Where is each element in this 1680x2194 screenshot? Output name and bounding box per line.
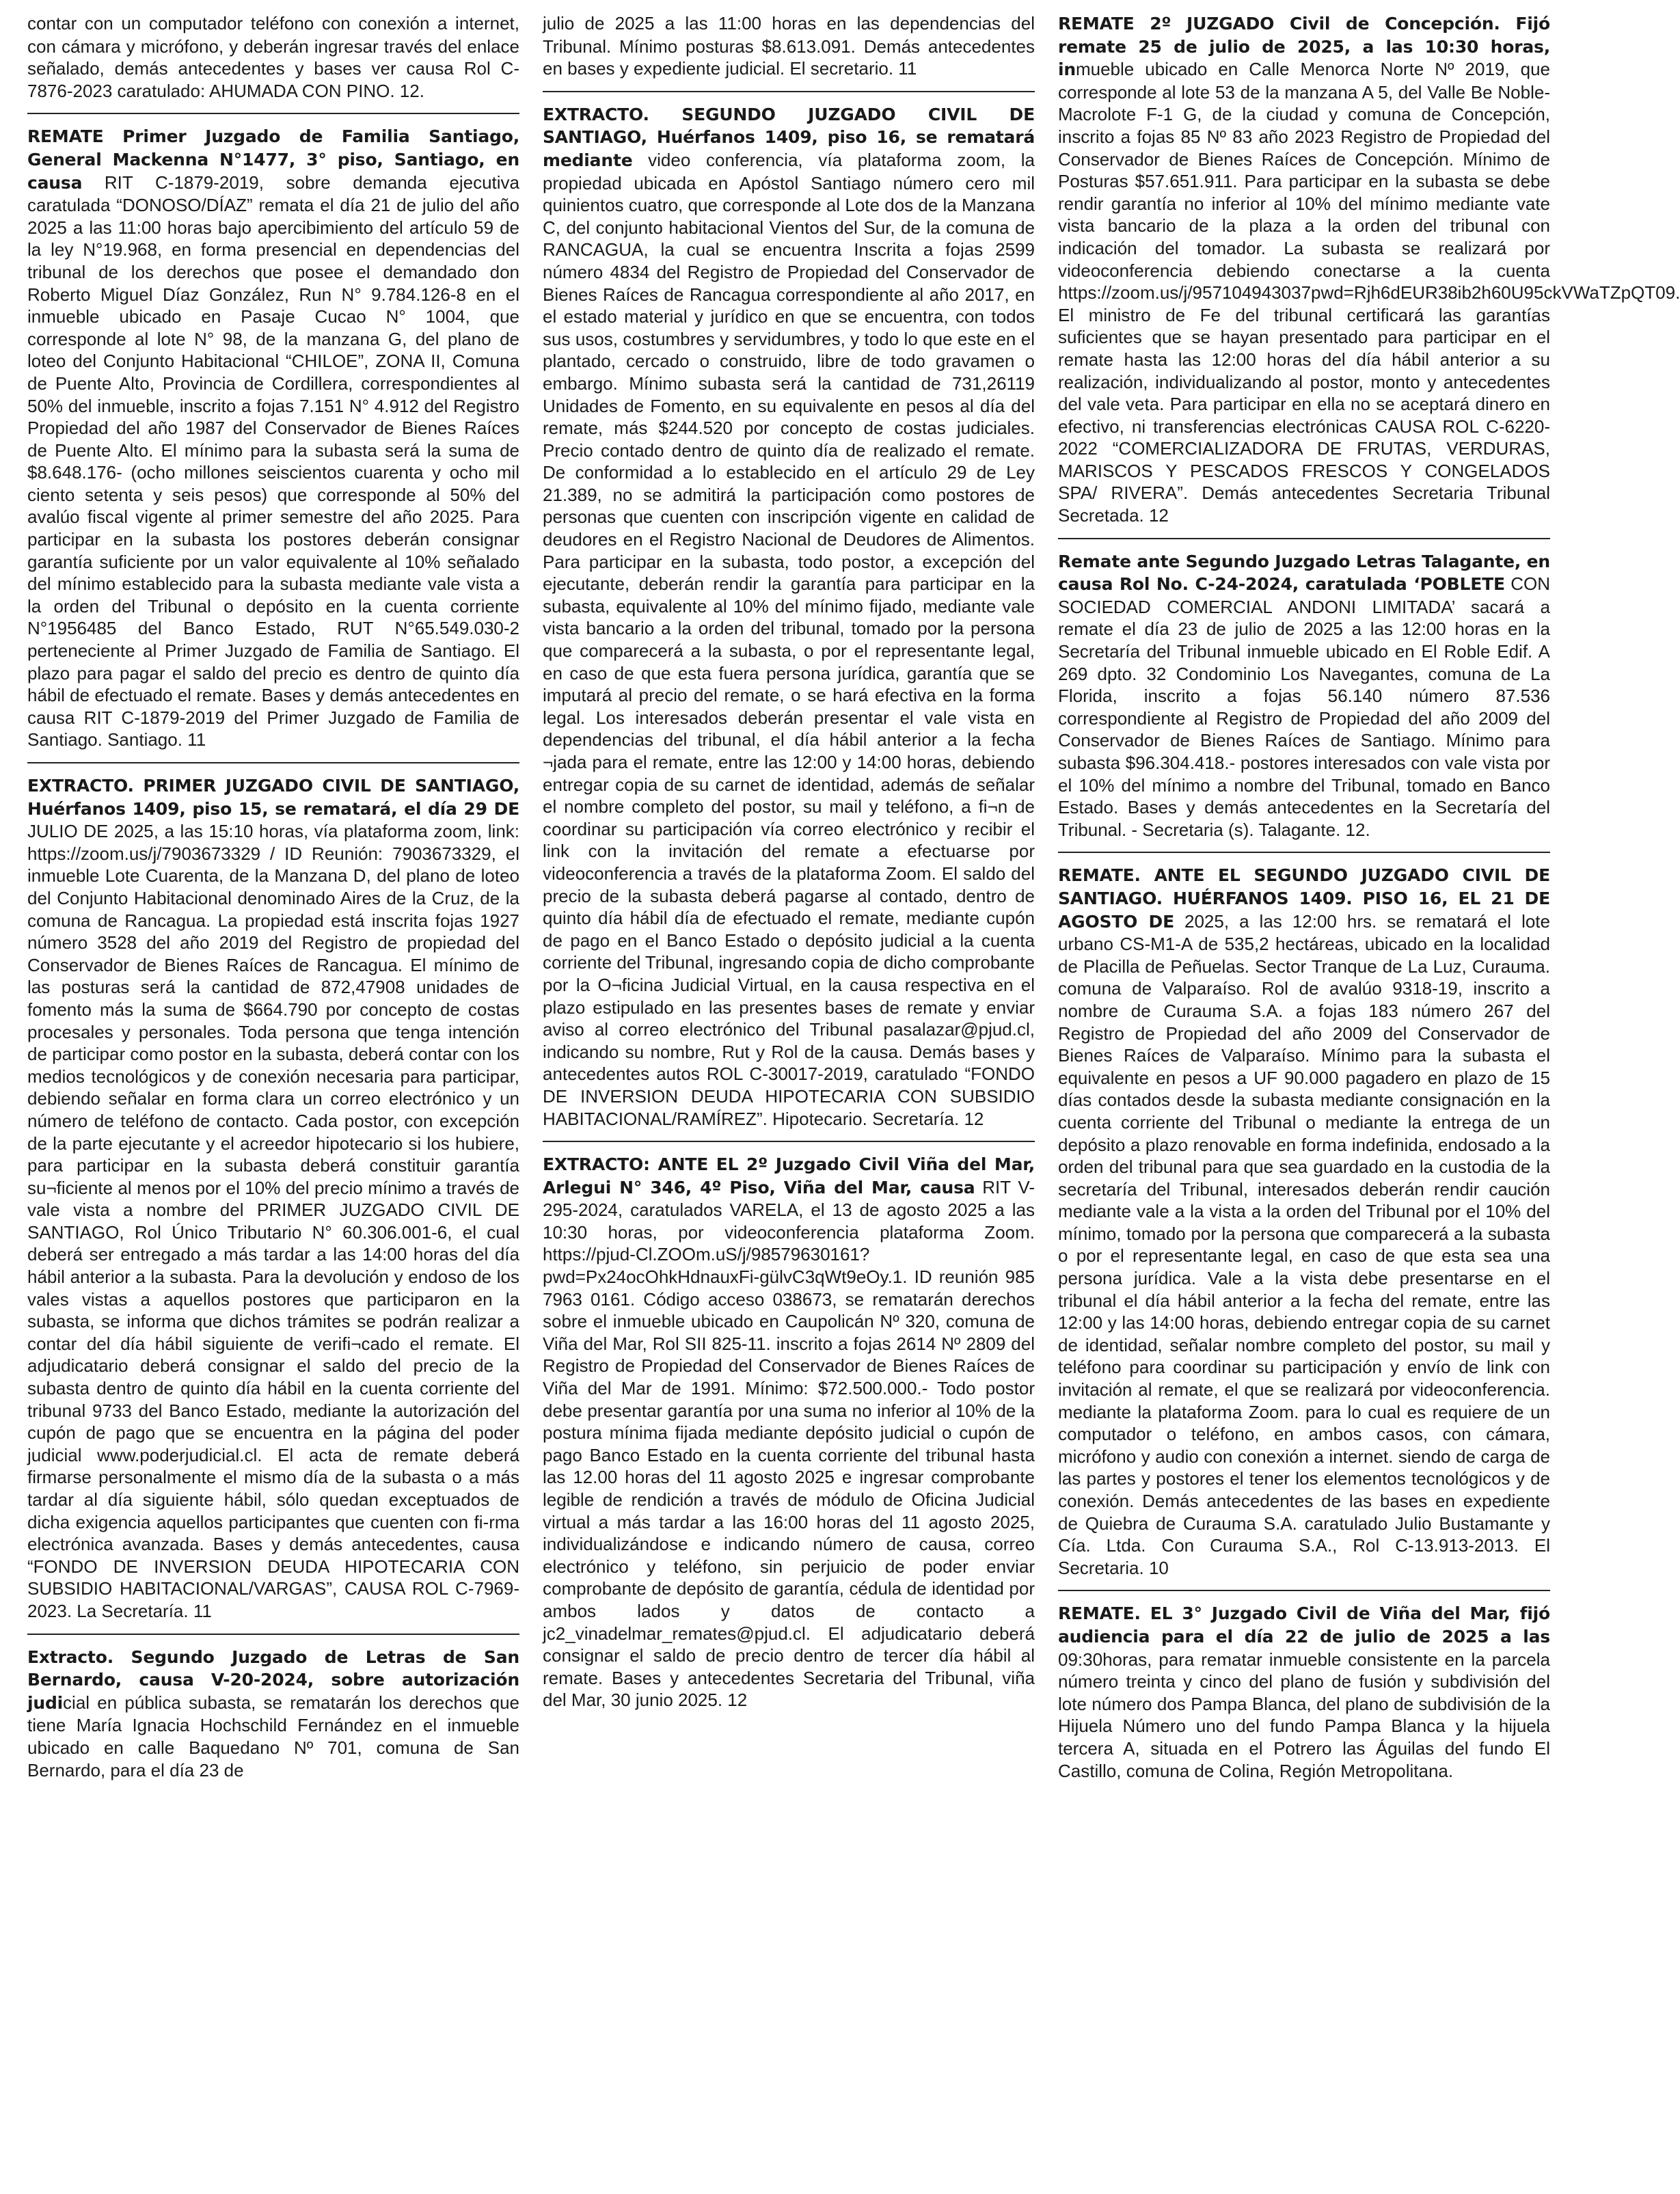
- notice-text: [543, 12, 1035, 80]
- notice-body: 2025, a las 12:00 hrs. se rematará el lote urbano CS-M1-A de 535,2 hectáreas, ubicado en la localidad de Placilla de Peñuelas. Sector Tranque de La Luz, Curauma. comuna de Valparaíso. Rol de avalúo 9318-19, inscrito a nombre de Curauma S.A. a fojas 183 número 267 del Registro de Propiedad del año 2009 del Conservador de Bienes Raíces de Valparaíso. Mínimo para la subasta el equivalente en pesos a UF 90.000 pagadero en plazo de 15 días contados desde la subasta mediante consignación en la cuenta corriente del Tribunal o mediante la entrega de un depósito a plazo renovable en forma indefinida, endosado a la orden del tribunal para que sea guardado en la custodia de la secretaría del Tribunal, interesados deberán rendir caución mediante vale a la vista a la orden del Tribunal por el 10% del mínimo, tomado por la persona que comparecerá a la subasta o por el representante legal, en caso de que esta sea una persona jurídica. Vale a la vista debe presentarse en el tribunal el día hábil anterior a la fecha del remate, entre las 12:00 y las 14:00 horas, debiendo entregar copia de su carnet de identidad, señalar nombre completo del postor, su mail y teléfono para coordinar su participación y envío de link con invitación al remate, el que se realizará por videoconferencia. mediante la plataforma Zoom. para lo cual es requiere de un computador o teléfono, en ambos casos, con cámara, micrófono y audio con conexión a internet. siendo de carga de las partes y postores el tener los elementos tecnológicos y de conexión. Demás antecedentes de las bases en expediente de Quiebra de Curauma S.A. caratulado Julio Bustamante y Cía. Ltda. Con Curauma S.A., Rol C-13.913-2013. El Secretaria. 10: [1058, 910, 1550, 1578]
- notice: [27, 12, 519, 114]
- notice-body: RIT V-295-2024, caratulados VARELA, el 13 de agosto 2025 a las 10:30 horas, por videoconferencia plataforma Zoom. https://pjud-Cl.ZOOm.uS/j/98579630161?pwd=Px24ocOhkHdnauxFi-gülvC3qWt9eOy.1. ID reunión 985 7963 0161. Código acceso 038673, se rematarán derechos sobre el inmueble ubicado en Caupolicán Nº 320, comuna de Viña del Mar, Rol SII 825-11. inscrito a fojas 2614 Nº 2809 del Registro de Propiedad del Conservador de Bienes Raíces de Viña del Mar de 1991. Mínimo: $72.500.000.- Todo postor debe presentar garantía por una suma no inferior al 10% de la postura mínima fijada mediante depósito judicial o cupón de pago Banco Estado en la cuenta corriente del tribunal hasta las 12.00 horas del 11 agosto 2025 e ingresar comprobante legible de rendición a través de módulo de Oficina Judicial virtual a más tardar a las 16:00 horas del 11 agosto 2025, individualizándose e indicando número de causa, correo electrónico y teléfono, sin perjuicio de poder enviar comprobante de depósito de garantía, cédula de identidad por ambos lados y datos de contacto a jc2_vinadelmar_remates@pjud.cl. El adjudicatario deberá consignar el saldo de precio dentro de tercer día hábil al remate. Bases y antecedentes Secretaria del Tribunal, viña del Mar, 30 junio 2025. 12: [543, 1176, 1035, 1711]
- notice-body: CON SOCIEDAD COMERCIAL ANDONI LIMITADA’ sacará a remate el día 23 de julio de 2025 a las 12:00 horas en la Secretaría del Tribunal inmueble ubicado en El Roble Edif. A 269 dpto. 32 Condominio Los Navegantes, comuna de La Florida, inscrito a fojas 56.140 número 87.536 correspondiente al Registro de Propiedad del año 2009 del Conservador de Bienes Raíces de Santiago. Mínimo para subasta $96.304.418.- postores interesados con vale vista por el 10% del mínimo a nombre del Tribunal, tomado en Banco Estado. Bases y demás antecedentes en la Secretaría del Tribunal. - Secretaria (s). Talagante. 12.: [1058, 573, 1550, 840]
- notice: [1058, 864, 1550, 1591]
- notice-text: [543, 103, 1035, 1130]
- notice: [543, 1153, 1035, 1722]
- notice-body: JULIO DE 2025, a las 15:10 horas, vía plataforma zoom, link: https://zoom.us/j/7903673329 / ID Reunión: 7903673329, el inmueble Lote Cuarenta, de la Manzana D, del plano de loteo del Conjunto Habitacional denominado Aires de la Cruz, de la comuna de Rancagua. La propiedad está inscrita fojas 1927 número 3528 del año 2019 del Registro de propiedad del Conservador de Bienes Raíces de Rancagua. El mínimo de las posturas será la cantidad de 872,47908 unidades de fomento más la suma de $664.790 por concepto de costas procesales y personales. Toda persona que tenga intención de participar como postor en la subasta, deberá contar con los medios tecnológicos y de conexión necesaria para participar, debiendo señalar en forma clara un correo electrónico y un número de teléfono de contacto. Cada postor, con excepción de la parte ejecutante y el acreedor hipotecario si los hubiere, para participar en la subasta deberá constituir garantía su¬ficiente al menos por el 10% del precio mínimo a través de vale vista a nombre del PRIMER JUZGADO CIVIL DE SANTIAGO, Rol Único Tributario N° 60.306.001-6, el cual deberá ser entregado a más tardar a las 14:00 horas del día hábil anterior a la subasta. Para la devolución y endoso de los vales vistas a aquellos postores que participaron en la subasta, se informa que dichos trámites se podrán realizar a contar del día hábil siguiente de verifi¬cado el remate. El adjudicatario deberá consignar el saldo del precio de la subasta dentro de quinto día hábil en la cuenta corriente del tribunal 9733 del Banco Estado, mediante la autorización del cupón de pago que se encuentra en la página del poder judicial www.poderjudicial.cl. El acta de remate deberá firmarse personalmente el mismo día de la subasta o a más tardar al día siguiente hábil, sólo quedan exceptuados de dicha exigencia aquellos participantes que cuenten con fi-rma electrónica avanzada. Bases y demás antecedentes, causa “FONDO DE INVERSION DEUDA HIPOTECARIA CON SUBSIDIO HABITACIONAL/VARGAS”, CAUSA ROL C-7969-2023. La Secretaría. 11: [27, 821, 519, 1621]
- notice-text: [27, 774, 519, 1623]
- notice: [1058, 550, 1550, 854]
- column-2: [543, 12, 1035, 2186]
- notice-heading: REMATE. EL 3° Juzgado Civil de Viña del Mar, fijó audiencia para el día 22 de julio de 2025 a las: [1058, 1603, 1550, 1647]
- notice: [27, 125, 519, 763]
- notice-text: [1058, 550, 1550, 841]
- notice: [543, 103, 1035, 1142]
- notice-heading: Extracto. Segundo Juzgado de Letras de San Bernardo, causa V-20-2024, sobre autorización judi: [27, 1647, 519, 1713]
- notice-heading: REMATE Primer Juzgado de Familia Santiago, General Mackenna N°1477, 3° piso, Santiago, en causa: [27, 126, 519, 193]
- notice-body: video conferencia, vía plataforma zoom, la propiedad ubicada en Apóstol Santiago número cero mil quinientos cuatro, que corresponde al Lote dos de la Manzana C, del conjunto habitacional Vientos del Sur, de la comuna de RANCAGUA, la cual se encuentra Inscrita a fojas 2599 número 4834 del Registro de Propiedad del Conservador de Bienes Raíces de Rancagua correspondiente al año 2017, en el estado material y jurídico en que se encuentra, con todos sus usos, costumbres y servidumbres, y todo lo que este en el plantado, cercado o construido, libre de todo gravamen o embargo. Mínimo subasta será la cantidad de 731,26119 Unidades de Fomento, en su equivalente en pesos al día del remate, más $244.520 por concepto de costas judiciales. Precio contado dentro de quinto día de realizado el remate. De conformidad a lo establecido en el artículo 29 de Ley 21.389, no se admitirá la participación como postores de personas que cuenten con inscripción vigente en calidad de deudores en el Registro Nacional de Deudores de Alimentos. Para participar en la subasta, todo postor, a excepción del ejecutante, deberán rendir la garantía para participar en la subasta, equivalente al 10% del mínimo fijado, mediante vale vista bancario a la orden del tribunal, tomado por la persona que comparecerá a la subasta, o por el representante legal, en caso de que esta fuera persona jurídica, garantía que se imputará al precio del remate, o se hará efectiva en la forma legal. Los interesados deberán presentar el vale vista en dependencias del tribunal, el día hábil anterior a la fecha ¬jada para el remate, entre las 12:00 y 14:00 horas, debiendo entregar copia de su carnet de identidad, además de señalar el nombre completo del postor, su mail y teléfono, a fi¬n de coordinar su participación vía correo electrónico y recibir el link con la invitación del remate a efectuarse por videoconferencia a través de la plataforma Zoom. El saldo del precio de la subasta deberá pagarse al contado, dentro de quinto día hábil día de efectuado el remate, mediante cupón de pago en el Banco Estado o depósito judicial a la cuenta corriente del Tribunal, ingresando copia de dicho comprobante por la O¬ficina Judicial Virtual, en la causa respectiva en el plazo estipulado en las presentes bases de remate y enviar aviso al correo electrónico del Tribunal pasalazar@pjud.cl, indicando su nombre, Rut y Rol de la causa. Demás bases y antecedentes autos ROL C-30017-2019, caratulado “FONDO DE INVERSION DEUDA HIPOTECARIA CON SUBSIDIO HABITACIONAL/RAMÍREZ”. Hipotecario. Secretaría. 12: [543, 149, 1035, 1129]
- column-1: [27, 12, 519, 2186]
- notice-body: 09:30horas, para rematar inmueble consistente en la parcela número treinta y cinco del plano de fusión y subdivisión del lote número dos Pampa Blanca, del plano de subdivisión de la Hijuela Número uno del fundo Pampa Blanca y la hijuela tercera A, situada en el Potrero las Águilas del fundo El Castillo, comuna de Colina, Región Metropolitana.: [1058, 1649, 1550, 1781]
- notice-heading: Remate ante Segundo Juzgado Letras Talagante, en causa Rol No. C-24-2024, caratulada ‘POBLETE: [1058, 551, 1551, 595]
- notice: [1058, 1602, 1550, 1793]
- notice-text: [1058, 1602, 1550, 1782]
- notice-text: [27, 1646, 519, 1782]
- notice: [27, 1646, 519, 1793]
- notice: [1058, 12, 1680, 539]
- notice-body: contar con un computador teléfono con conexión a internet, con cámara y micrófono, y deberán ingresar través del enlace señalado, demás antecedentes y bases ver causa Rol C-7876-2023 caratulado: AHUMADA CON PINO. 12.: [27, 13, 519, 101]
- notice: [543, 12, 1035, 92]
- notice-body: julio de 2025 a las 11:00 horas en las dependencias del Tribunal. Mínimo posturas $8.613.091. Demás antecedentes en bases y expediente judicial. El secretario. 11: [543, 13, 1035, 79]
- column-3: [1058, 12, 1680, 2186]
- notice-text: [1058, 12, 1680, 527]
- notice-body: cial en pública subasta, se rematarán los derechos que tiene María Ignacia Hochschild Fernández en el inmueble ubicado en calle Baquedano Nº 701, comuna de San Bernardo, para el día 23 de: [27, 1692, 519, 1780]
- notice-heading: REMATE. ANTE EL SEGUNDO JUZGADO CIVIL DE SANTIAGO. HUÉRFANOS 1409. PISO 16, EL 21 DE AGOSTO DE: [1058, 865, 1550, 932]
- notice-text: [27, 12, 519, 102]
- newspaper-page: [27, 12, 1680, 2186]
- notice-text: [27, 125, 519, 751]
- notice-body: mueble ubicado en Calle Menorca Norte Nº 2019, que corresponde al lote 53 de la manzana A 5, del Valle Be Noble-Macrolote F-1 G, de la ciudad y comuna de Concepción, inscrito a fojas 85 Nº 83 año 2023 Registro de Propiedad del Conservador de Bienes Raíces de Concepción. Mínimo de Posturas $57.651.911. Para participar en la subasta se debe rendir garantía no inferior al 10% del mínimo mediante vate vista bancario de la plaza a la orden del tribunal con indicación del tomador. La subasta se realizará por videoconferencia debiendo conectarse a la cuenta https://zoom.us/j/957104943037pwd=Rjh6dEUR38ib2h60U95ckVWaTZpQT09. El ministro de Fe del tribunal certificará las garantías suficientes que se hayan presentado para participar en el remate hasta las 12:00 horas del día hábil anterior a su realización, individualizando al postor, monto y antecedentes del vale veta. Para participar en ella no se aceptará dinero en efectivo, ni transferencias electrónicas CAUSA ROL C-6220-2022 “COMERCIALIZADORA DE FRUTAS, VERDURAS, MARISCOS Y PESCADOS FRESCOS Y CONGELADOS SPA/ RIVERA”. Demás antecedentes Secretaria Tribunal Secretada. 12: [1058, 59, 1680, 526]
- notice: [27, 774, 519, 1635]
- notice-text: [543, 1153, 1035, 1711]
- notice-heading: REMATE 2º JUZGADO Civil de Concepción. Fijó remate 25 de julio de 2025, a las 10:30 horas, in: [1058, 14, 1550, 80]
- notice-body: RIT C-1879-2019, sobre demanda ejecutiva caratulada “DONOSO/DÍAZ” remata el día 21 de julio del año 2025 a las 11:00 horas bajo apercibimiento del artículo 59 de la ley N°19.968, en forma presencial en dependencias del tribunal de los derechos que posee el demandado don Roberto Miguel Díaz González, Run N° 9.784.126-8 en el inmueble ubicado en Pasaje Cucao N° 1004, que corresponde al lote N° 98, de la manzana G, del plano de loteo del Conjunto Habitacional “CHILOE”, ZONA II, Comuna de Puente Alto, Provincia de Cordillera, correspondientes al 50% del inmueble, inscrito a fojas 7.151 N° 4.912 del Registro Propiedad del año 1987 del Conservador de Bienes Raíces de Puente Alto. El mínimo para la subasta será la suma de $8.648.176- (ocho millones seiscientos cuarenta y ocho mil ciento setenta y seis pesos) que corresponde al 50% del avalúo fiscal vigente al primer semestre del año 2025. Para participar en la subasta los postores deberán consignar garantía suficiente por un valor equivalente al 10% señalado del mínimo establecido para la subasta mediante vale vista a la orden del Tribunal o depósito en la cuenta corriente N°1956485 del Banco Estado, RUT N°65.549.030-2 perteneciente al Primer Juzgado de Familia de Santiago. El plazo para pagar el saldo del precio es dentro de quinto día hábil de efectuado el remate. Bases y demás antecedentes en causa RIT C-1879-2019 del Primer Juzgado de Familia de Santiago. Santiago. 11: [27, 172, 519, 750]
- notice-text: [1058, 864, 1550, 1579]
- notice-heading: EXTRACTO: ANTE EL 2º Juzgado Civil Viña del Mar, Arlegui N° 346, 4º Piso, Viña del Mar, causa: [543, 1154, 1035, 1197]
- notice-heading: EXTRACTO. SEGUNDO JUZGADO CIVIL DE SANTIAGO, Huérfanos 1409, piso 16, se rematará mediante: [543, 104, 1035, 170]
- notice-heading: EXTRACTO. PRIMER JUZGADO CIVIL DE SANTIAGO, Huérfanos 1409, piso 15, se rematará, el día 29 DE: [27, 776, 519, 819]
